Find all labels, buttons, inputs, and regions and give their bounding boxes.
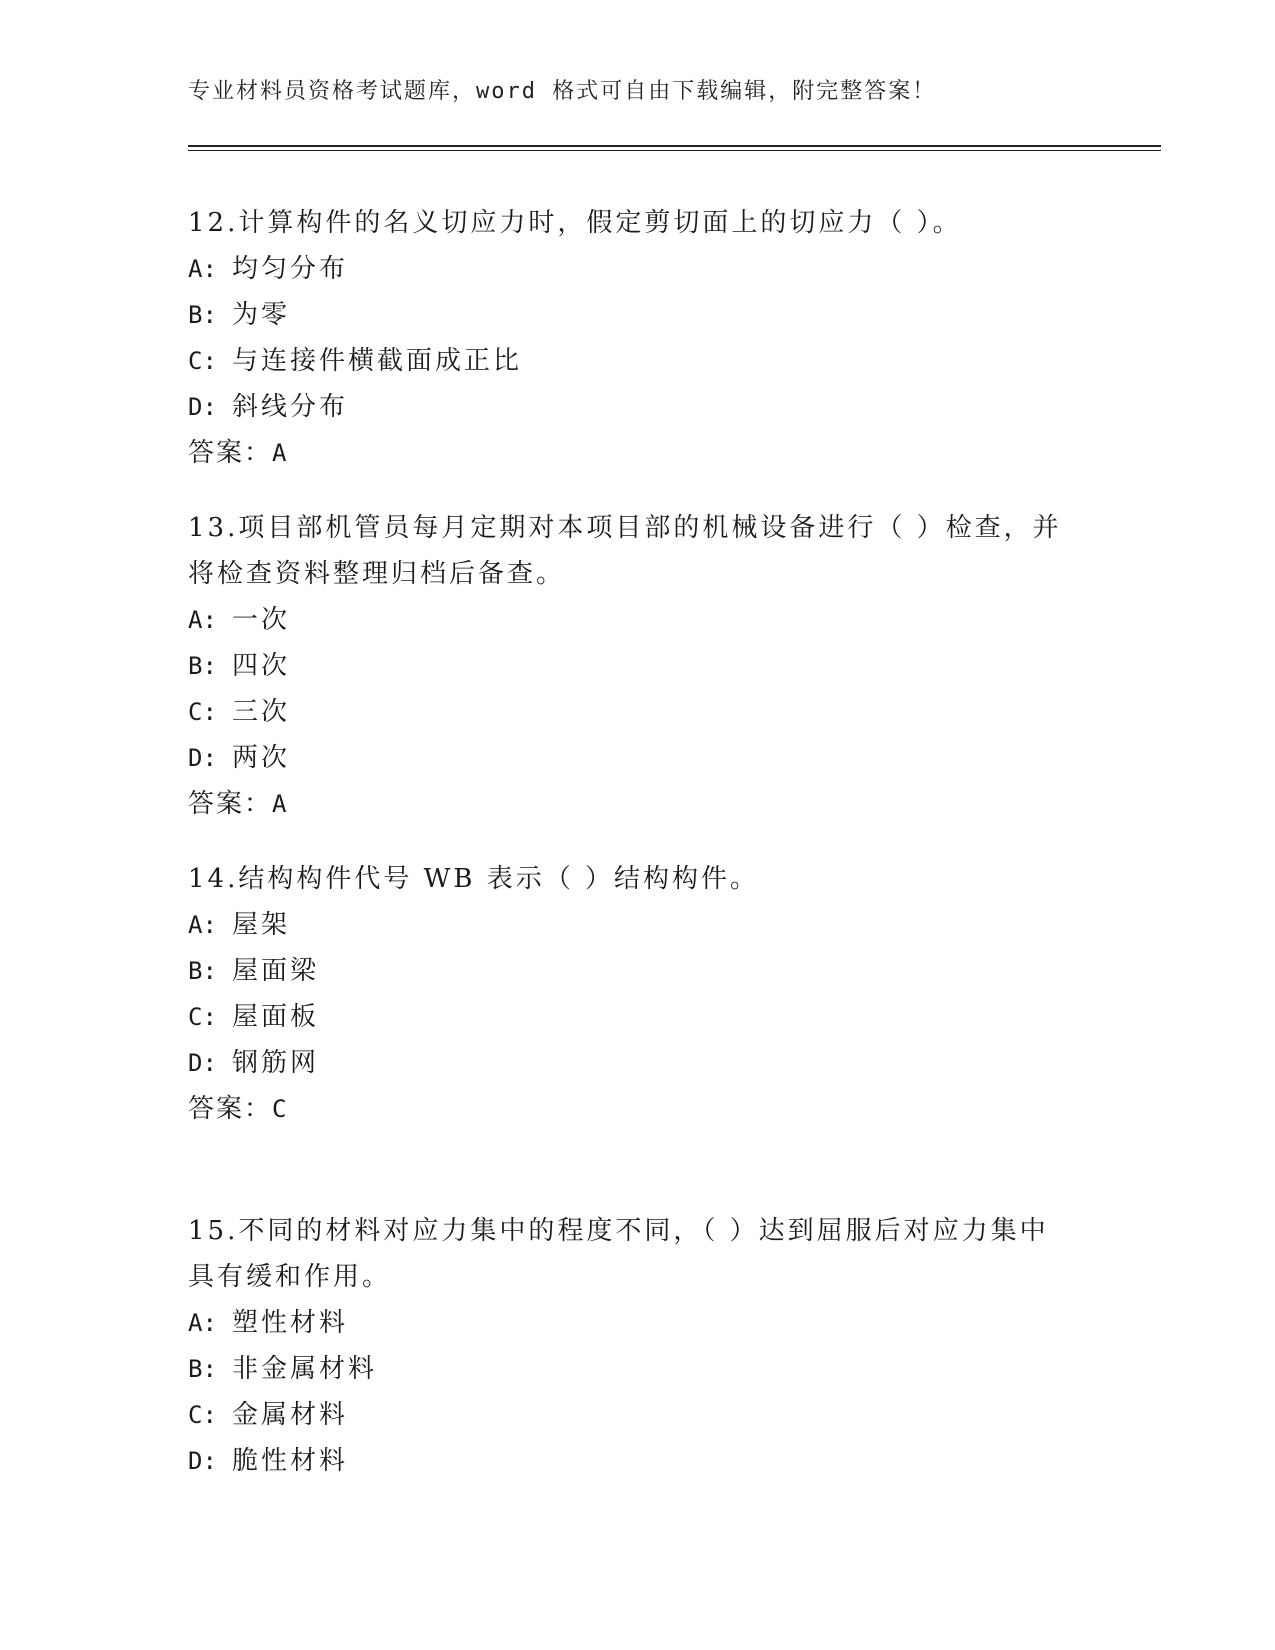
answer-line bbox=[188, 1086, 1068, 1132]
option-d bbox=[188, 735, 1068, 781]
page-header: 专业材料员资格考试题库，word 格式可自由下载编辑，附完整答案！ bbox=[188, 79, 937, 104]
option-a bbox=[188, 246, 1068, 292]
option-key: A: bbox=[188, 911, 217, 939]
option-a bbox=[188, 902, 1068, 948]
option-key: C: bbox=[188, 1401, 217, 1429]
answer-line bbox=[188, 781, 1068, 827]
question-stem: 14.结构构件代号 WB 表示（ ）结构构件。 bbox=[188, 864, 759, 894]
option-b bbox=[188, 1346, 1068, 1392]
option-key: D: bbox=[188, 1447, 217, 1475]
option-text: 三次 bbox=[232, 697, 291, 727]
option-a bbox=[188, 597, 1068, 643]
option-c bbox=[188, 994, 1068, 1040]
option-text: 脆性材料 bbox=[232, 1446, 349, 1476]
option-key: C: bbox=[188, 347, 217, 375]
answer-line bbox=[188, 430, 1068, 476]
option-d bbox=[188, 1040, 1068, 1086]
question-13 bbox=[188, 505, 1068, 827]
option-b bbox=[188, 643, 1068, 689]
option-text: 为零 bbox=[232, 300, 291, 330]
option-key: C: bbox=[188, 1003, 217, 1031]
option-key: A: bbox=[188, 606, 217, 634]
question-12 bbox=[188, 200, 1068, 476]
option-key: B: bbox=[188, 652, 217, 680]
option-c bbox=[188, 689, 1068, 735]
option-key: B: bbox=[188, 957, 217, 985]
answer-value: C bbox=[272, 1095, 289, 1123]
answer-value: A bbox=[272, 790, 289, 818]
option-key: B: bbox=[188, 1355, 217, 1383]
question-14 bbox=[188, 856, 1068, 1132]
answer-value: A bbox=[272, 439, 289, 467]
option-key: A: bbox=[188, 1309, 217, 1337]
option-a bbox=[188, 1300, 1068, 1346]
option-key: D: bbox=[188, 744, 217, 772]
question-stem: 15.不同的材料对应力集中的程度不同，（ ）达到屈服后对应力集中 bbox=[188, 1216, 1049, 1246]
option-key: C: bbox=[188, 698, 217, 726]
question-15 bbox=[188, 1208, 1068, 1484]
option-text: 屋面板 bbox=[232, 1002, 320, 1032]
option-b bbox=[188, 292, 1068, 338]
option-key: D: bbox=[188, 1049, 217, 1077]
option-text: 与连接件横截面成正比 bbox=[232, 346, 523, 376]
answer-label: 答案： bbox=[188, 1094, 273, 1124]
option-c bbox=[188, 1392, 1068, 1438]
option-text: 非金属材料 bbox=[232, 1354, 378, 1384]
header-rule-thin bbox=[188, 150, 1161, 151]
option-text: 钢筋网 bbox=[232, 1048, 320, 1078]
question-stem-cont: 将检查资料整理归档后备查。 bbox=[188, 559, 566, 589]
option-key: B: bbox=[188, 301, 217, 329]
option-c bbox=[188, 338, 1068, 384]
answer-label: 答案： bbox=[188, 438, 273, 468]
option-d bbox=[188, 1438, 1068, 1484]
option-text: 塑性材料 bbox=[232, 1308, 349, 1338]
option-text: 金属材料 bbox=[232, 1400, 349, 1430]
option-text: 屋面梁 bbox=[232, 956, 320, 986]
option-text: 两次 bbox=[232, 743, 291, 773]
option-text: 一次 bbox=[232, 605, 291, 635]
option-text: 斜线分布 bbox=[232, 392, 349, 422]
option-d bbox=[188, 384, 1068, 430]
option-key: D: bbox=[188, 393, 217, 421]
option-b bbox=[188, 948, 1068, 994]
option-text: 四次 bbox=[232, 651, 291, 681]
answer-label: 答案： bbox=[188, 789, 273, 819]
question-stem: 13.项目部机管员每月定期对本项目部的机械设备进行（ ）检查，并 bbox=[188, 513, 1062, 543]
option-text: 均匀分布 bbox=[232, 254, 349, 284]
header-rule-thick bbox=[188, 145, 1161, 147]
option-key: A: bbox=[188, 255, 217, 283]
question-stem-cont: 具有缓和作用。 bbox=[188, 1262, 392, 1292]
option-text: 屋架 bbox=[232, 910, 291, 940]
question-stem: 12.计算构件的名义切应力时，假定剪切面上的切应力（ ）。 bbox=[188, 208, 962, 238]
